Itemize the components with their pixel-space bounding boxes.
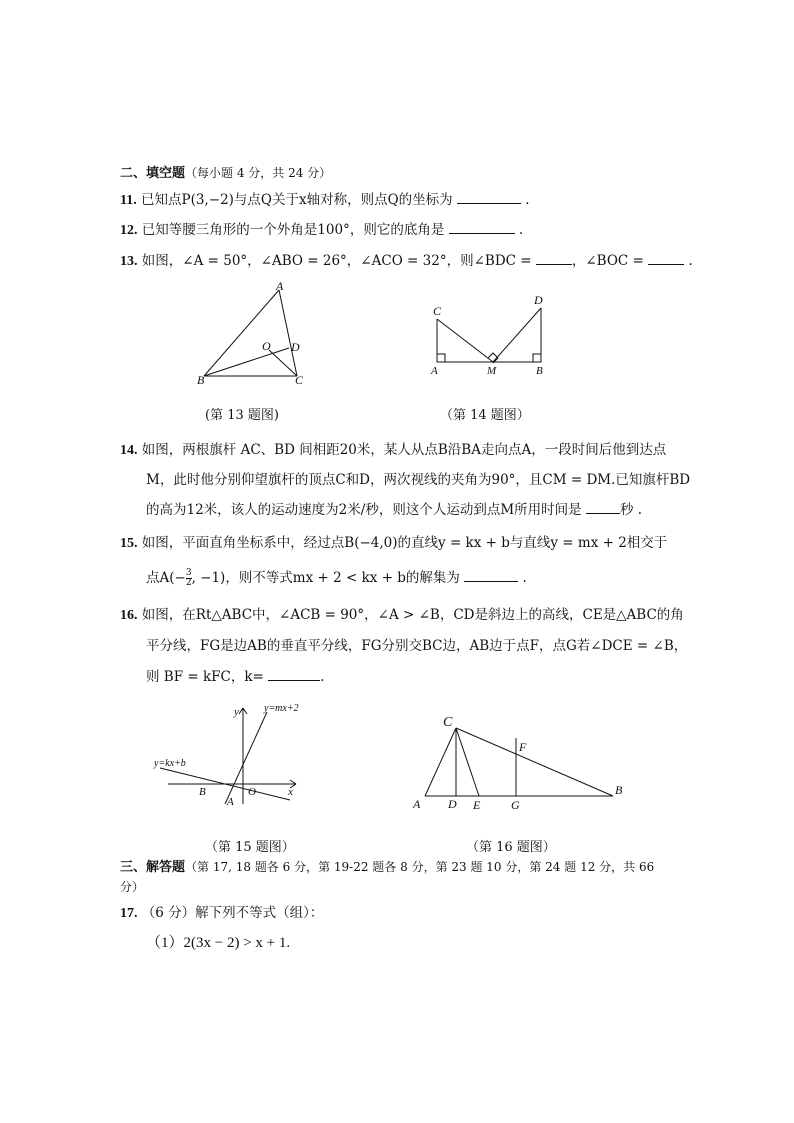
answer-blank[interactable] xyxy=(457,191,521,204)
label-y-axis: y xyxy=(234,706,239,718)
question-text: 已知等腰三角形的一个外角是100°，则它的底角是 xyxy=(141,222,445,238)
label-A: A xyxy=(413,797,421,811)
label-C: C xyxy=(443,715,453,730)
label-C: C xyxy=(295,373,304,387)
label-D: D xyxy=(291,340,300,354)
question-14-line3 xyxy=(146,498,642,518)
answer-blank[interactable] xyxy=(268,668,320,681)
answer-blank[interactable] xyxy=(586,501,620,514)
section-note: （第 17, 18 题各 6 分，第 19-22 题各 8 分，第 23 题 10 分，第 24 题 12 分，共 66 xyxy=(185,860,655,874)
section-note-cont: 分） xyxy=(120,880,145,894)
figure-16 xyxy=(405,710,630,815)
section-heading xyxy=(120,856,654,875)
section-title: 三、解答题 xyxy=(120,860,186,875)
question-17 xyxy=(120,901,323,922)
label-M: M xyxy=(487,365,497,377)
question-13 xyxy=(120,249,693,270)
question-end: . xyxy=(320,669,325,685)
question-number: 17. xyxy=(120,906,138,921)
fraction-numerator: 3 xyxy=(185,568,192,578)
figure-14-caption: （第 14 题图） xyxy=(440,408,530,423)
question-text-mid: ，∠BOC = xyxy=(571,253,644,269)
label-G: G xyxy=(511,798,520,812)
question-16-line2: 平分线，FG是边AB的垂直平分线，FG分别交BC边，AB边于点F，点G若∠DCE = ∠B， xyxy=(146,638,688,654)
label-F: F xyxy=(519,740,527,754)
label-x-axis: x xyxy=(288,786,293,798)
question-text-line2: , −1)，则不等式mx + 2 < kx + b的解集为 xyxy=(191,570,460,586)
question-12 xyxy=(120,218,523,239)
section-heading-cont xyxy=(120,878,144,895)
figure-13 xyxy=(190,278,320,393)
question-end: . xyxy=(522,570,527,586)
label-B: B xyxy=(199,786,206,798)
question-17-part1: （1）2(3x − 2) > x + 1. xyxy=(146,935,291,951)
question-end: 秒 . xyxy=(619,502,643,518)
question-text-line1: 如图，两根旗杆 AC、BD 间相距20米，某人从点B沿BA走向点A，一段时间后他到达点 xyxy=(141,442,667,458)
question-14 xyxy=(120,438,666,459)
label-D: D xyxy=(448,797,457,811)
figure-16-caption: （第 16 题图） xyxy=(466,840,556,855)
label-y-mx2: y=mx+2 xyxy=(264,703,299,714)
figure-15 xyxy=(150,700,310,815)
figure-15-caption: （第 15 题图） xyxy=(205,840,295,855)
question-number: 15. xyxy=(120,536,138,551)
question-14-line2: M，此时他分别仰望旗杆的顶点C和D，两次视线的夹角为90°，且CM = DM.已知旗杆BD xyxy=(146,472,691,488)
label-B: B xyxy=(615,783,623,797)
point-A-open: 点A(− xyxy=(146,570,186,586)
label-D: D xyxy=(534,293,543,307)
question-16 xyxy=(120,603,684,624)
section-title: 二、填空题 xyxy=(120,166,186,181)
answer-blank-1[interactable] xyxy=(536,252,572,265)
label-A: A xyxy=(431,365,438,377)
question-15-line2 xyxy=(146,566,527,588)
question-text: （6 分）解下列不等式（组）： xyxy=(141,905,324,921)
fraction-denominator: 2 xyxy=(185,578,192,588)
question-text-line1: 如图，平面直角坐标系中，经过点B(−4,0)的直线y = kx + b与直线y = mx + 2相交于 xyxy=(141,535,668,551)
label-A: A xyxy=(227,796,234,808)
section-heading xyxy=(120,162,331,181)
question-text-line3: 的高为12米，该人的运动速度为2米/秒，则这个人运动到点M所用时间是 xyxy=(146,502,582,518)
question-end: . xyxy=(688,253,693,269)
label-C: C xyxy=(433,304,442,318)
label-A: A xyxy=(276,279,284,293)
figure-13-caption: (第 13 题图) xyxy=(205,408,279,423)
question-15 xyxy=(120,531,667,552)
question-number: 13. xyxy=(120,254,138,269)
section-note: （每小题 4 分，共 24 分） xyxy=(185,166,332,180)
question-text-line3: 则 BF = kFC，k= xyxy=(146,669,264,685)
label-y-kxb: y=kx+b xyxy=(154,758,186,769)
question-number: 11. xyxy=(120,193,137,208)
label-B: B xyxy=(536,365,543,377)
question-end: . xyxy=(518,222,524,238)
question-text: 已知点P(3,−2)与点Q关于x轴对称，则点Q的坐标为 xyxy=(141,192,453,208)
question-number: 14. xyxy=(120,443,138,458)
question-end: . xyxy=(525,192,530,208)
question-number: 16. xyxy=(120,608,138,623)
answer-blank-2[interactable] xyxy=(648,252,684,265)
figure-14 xyxy=(425,290,555,380)
answer-blank[interactable] xyxy=(449,221,515,234)
question-text: 如图，∠A = 50°，∠ABO = 26°，∠ACO = 32°，则∠BDC = xyxy=(141,253,532,269)
label-O: O xyxy=(248,786,256,798)
label-B: B xyxy=(197,373,205,387)
question-text-line1: 如图，在Rt△ABC中，∠ACB = 90°，∠A > ∠B，CD是斜边上的高线，CE是△ABC的角 xyxy=(141,607,684,623)
question-11 xyxy=(120,188,530,209)
label-O: O xyxy=(262,339,271,353)
answer-blank[interactable] xyxy=(464,569,518,582)
question-16-line3 xyxy=(146,665,324,685)
question-number: 12. xyxy=(120,223,138,238)
label-E: E xyxy=(473,798,481,812)
